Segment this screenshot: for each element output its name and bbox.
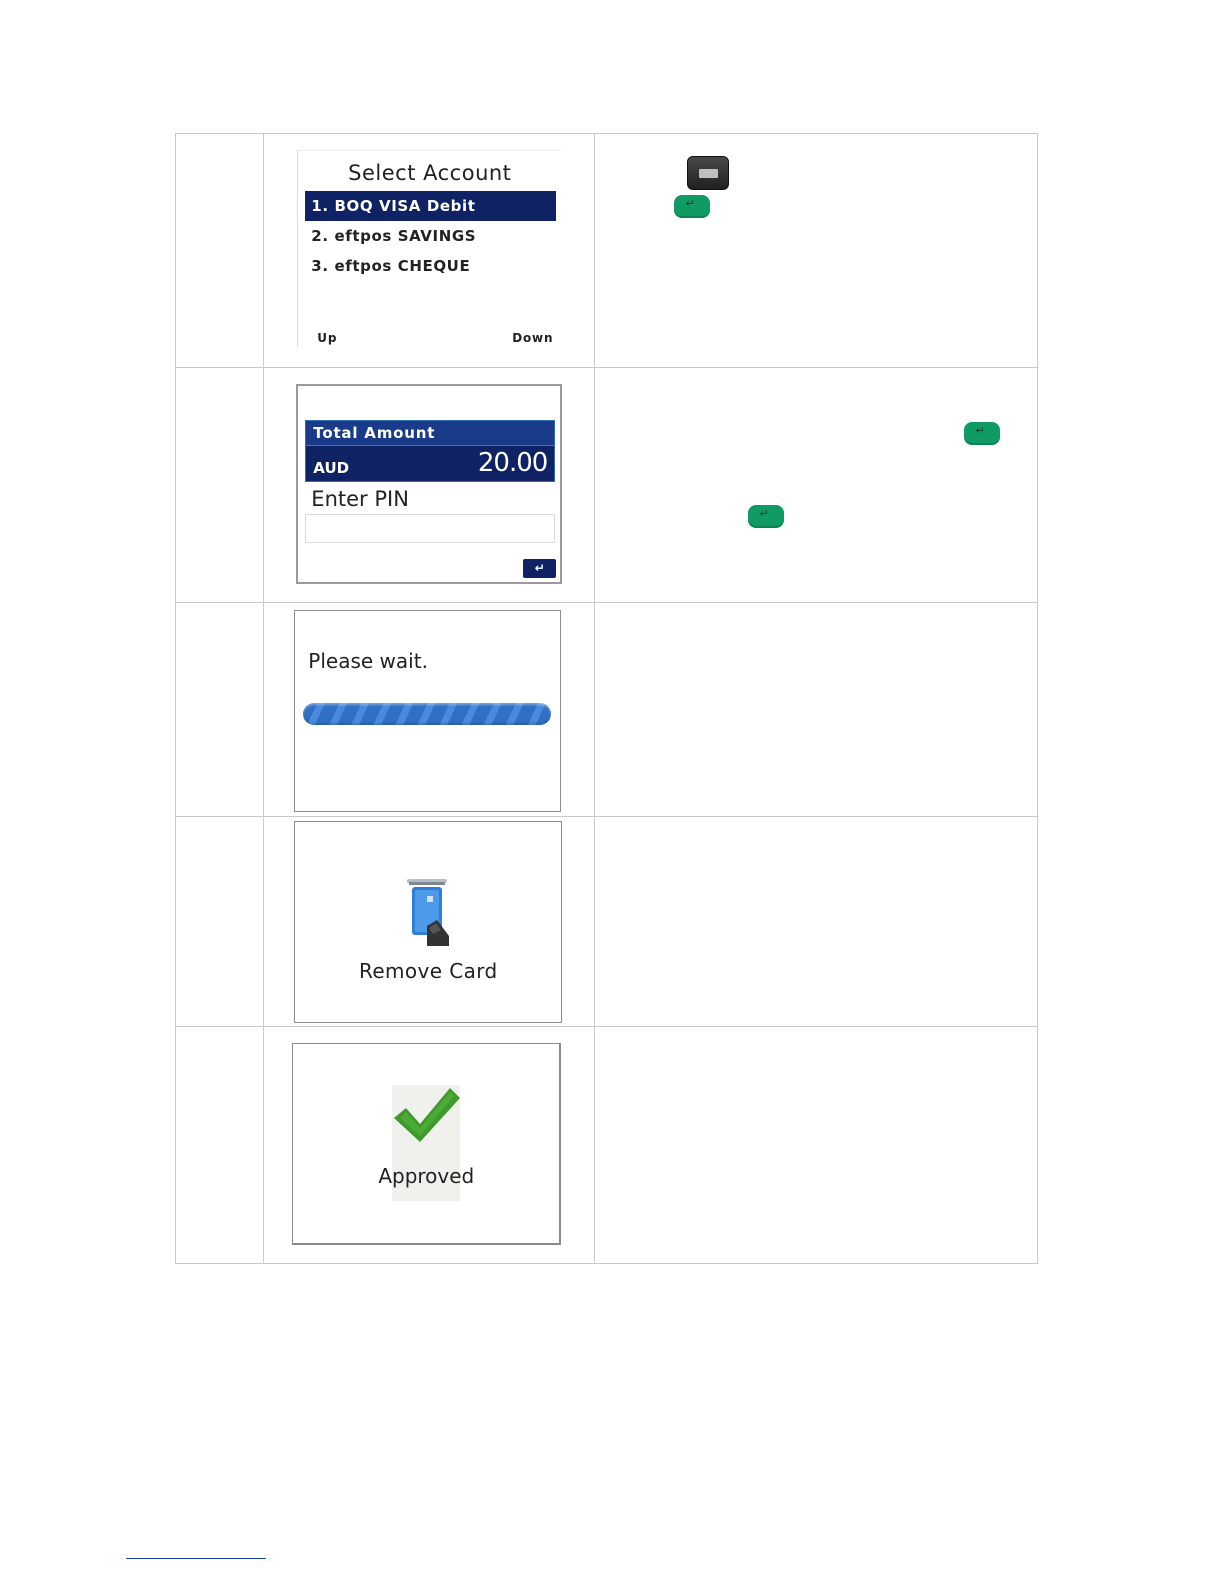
amount-value: 20.00 — [477, 448, 548, 478]
steps-table — [175, 133, 1038, 1264]
checkmark-icon — [392, 1084, 462, 1146]
screen-title: Select Account — [348, 161, 512, 185]
account-option-eftpos-cheque[interactable]: 3. eftpos CHEQUE — [311, 257, 471, 275]
progress-bar — [303, 703, 551, 725]
total-amount-panel — [305, 420, 555, 482]
enter-key-glyph: ↵ — [759, 507, 769, 520]
step-number-cell — [176, 134, 264, 368]
remove-card-message: Remove Card — [358, 959, 498, 983]
table-row — [176, 817, 1038, 1027]
screen-cell — [264, 603, 595, 817]
step-number-cell — [176, 817, 264, 1027]
enter-pin-screen — [296, 384, 562, 584]
please-wait-message: Please wait. — [308, 649, 428, 673]
currency-label: AUD — [313, 459, 350, 477]
description-cell — [595, 603, 1038, 817]
softkey-down[interactable]: Down — [512, 331, 554, 345]
please-wait-screen — [294, 610, 561, 812]
pin-prompt: Enter PIN — [311, 487, 409, 511]
account-option-eftpos-savings[interactable]: 2. eftpos SAVINGS — [311, 227, 477, 245]
table-row — [176, 134, 1038, 368]
description-cell — [595, 134, 1038, 368]
step-number-cell — [176, 368, 264, 603]
step-number-cell — [176, 603, 264, 817]
description-cell — [595, 817, 1038, 1027]
enter-key-icon — [964, 422, 1000, 445]
table-row — [176, 603, 1038, 817]
screen-cell — [264, 1027, 595, 1264]
table-row — [176, 1027, 1038, 1264]
softkey-up[interactable]: Up — [317, 331, 338, 345]
enter-key-glyph: ↵ — [975, 424, 985, 437]
table-row — [176, 368, 1038, 603]
step-number-cell — [176, 1027, 264, 1264]
remove-card-screen — [294, 821, 562, 1023]
account-option-boq-visa-debit[interactable]: 1. BOQ VISA Debit — [305, 191, 556, 221]
function-key-symbol — [699, 169, 718, 178]
approved-screen — [292, 1043, 561, 1245]
enter-key-glyph: ↵ — [685, 197, 695, 210]
screen-cell — [264, 368, 595, 603]
remove-card-icon — [403, 878, 455, 950]
pin-input[interactable] — [305, 514, 555, 543]
function-key-icon — [687, 156, 729, 190]
approved-message: Approved — [378, 1164, 475, 1188]
enter-key-icon — [674, 195, 710, 218]
enter-key-icon — [748, 505, 784, 528]
total-amount-label: Total Amount — [306, 421, 554, 446]
description-cell — [595, 1027, 1038, 1264]
footnote-separator — [126, 1558, 266, 1559]
select-account-screen — [297, 150, 561, 347]
screen-cell — [264, 817, 595, 1027]
description-cell — [595, 368, 1038, 603]
screen-cell — [264, 134, 595, 368]
enter-button[interactable]: ↵ — [523, 559, 556, 578]
